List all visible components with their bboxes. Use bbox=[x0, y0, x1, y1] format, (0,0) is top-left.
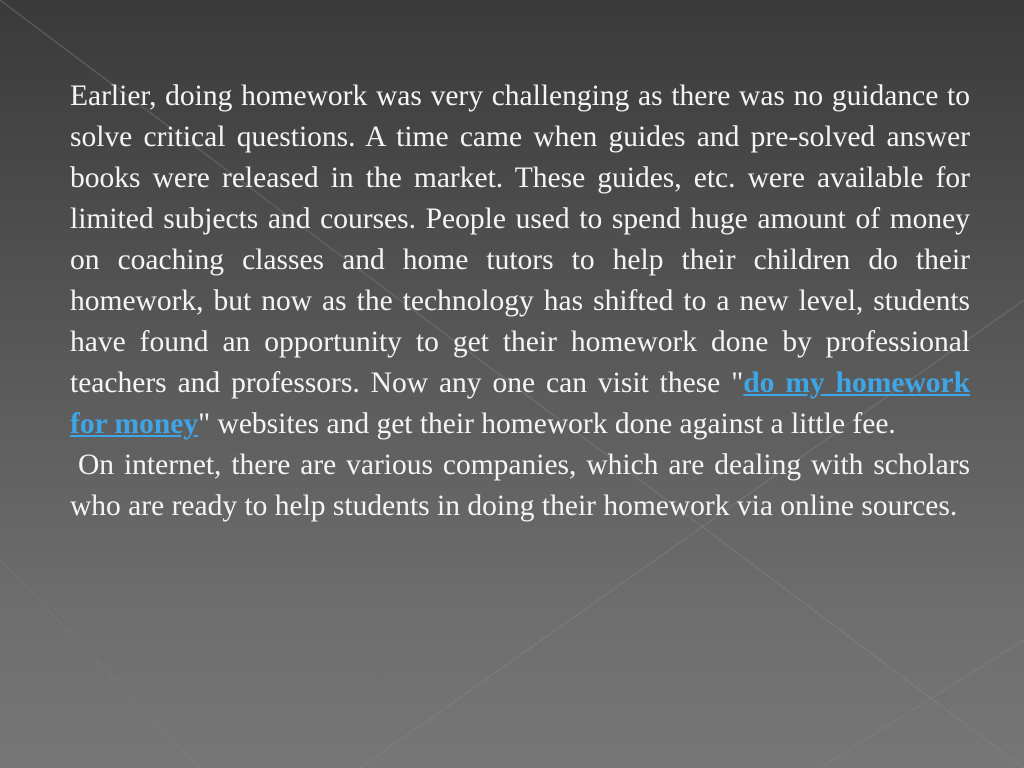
paragraph-2: On internet, there are various companies, which are dealing with scholars who are ready to help students in doing their homework via online sources. bbox=[70, 449, 970, 522]
slide-text-body bbox=[70, 76, 970, 527]
paragraph-1 bbox=[70, 76, 970, 445]
do-my-homework-link[interactable]: do my homework for money bbox=[70, 367, 971, 440]
paragraph-1-text-after-link: " websites and get their homework done against a little fee. bbox=[198, 408, 896, 440]
paragraph-1-text-before-link: Earlier, doing homework was very challenging as there was no guidance to solve critical questions. A time came when guides and pre-solved answer books were released in the market. These guides, etc. were available for limited subjects and courses. People used to spend huge amount of money on coaching classes and home tutors to help their children do their homework, but now as the technology has shifted to a new level, students have found an opportunity to get their homework done by professional teachers and professors. Now any one can visit these " bbox=[70, 80, 970, 399]
